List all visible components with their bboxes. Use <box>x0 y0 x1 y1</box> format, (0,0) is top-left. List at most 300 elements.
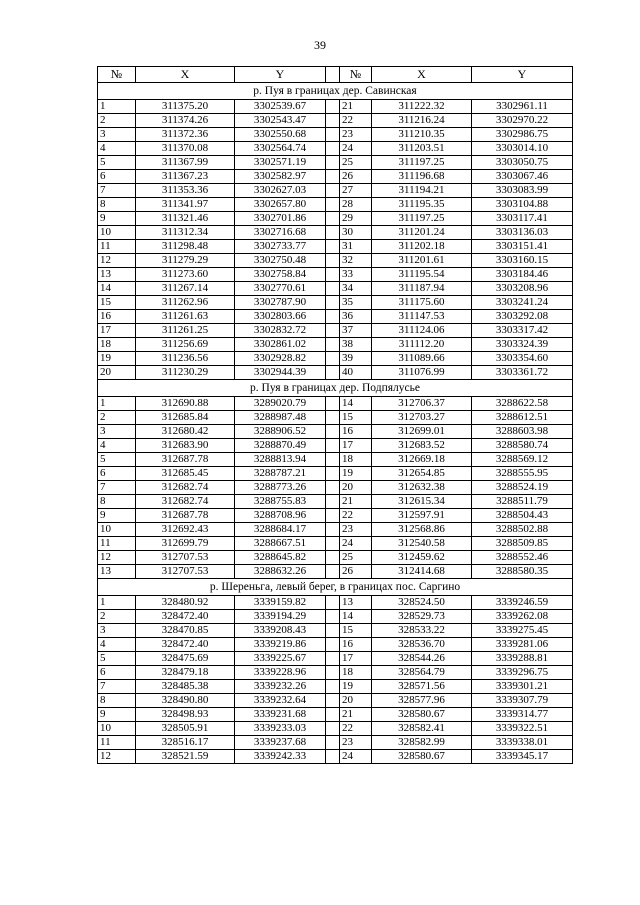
y-right: 3303184.46 <box>472 268 573 282</box>
x-left: 311367.23 <box>136 170 235 184</box>
x-left: 311374.26 <box>136 114 235 128</box>
point-number-left: 5 <box>98 453 136 467</box>
point-number-right: 40 <box>340 366 372 380</box>
point-number-right: 18 <box>340 453 372 467</box>
x-left: 311261.63 <box>136 310 235 324</box>
point-number-right: 34 <box>340 282 372 296</box>
point-number-right: 24 <box>340 537 372 551</box>
section-title-row <box>98 83 573 100</box>
header-x-left: X <box>136 67 235 83</box>
point-number-right: 16 <box>340 638 372 652</box>
point-number-right: 24 <box>340 750 372 764</box>
point-number-left: 10 <box>98 523 136 537</box>
y-left: 3302787.90 <box>235 296 326 310</box>
x-left: 328490.80 <box>136 694 235 708</box>
x-right: 312654.85 <box>372 467 472 481</box>
gap <box>326 184 340 198</box>
gap <box>326 638 340 652</box>
y-left: 3302564.74 <box>235 142 326 156</box>
x-right: 311203.51 <box>372 142 472 156</box>
point-number-right: 20 <box>340 481 372 495</box>
x-left: 328475.69 <box>136 652 235 666</box>
point-number-right: 33 <box>340 268 372 282</box>
table-row <box>98 652 573 666</box>
gap <box>326 338 340 352</box>
table-row <box>98 226 573 240</box>
y-right: 3303361.72 <box>472 366 573 380</box>
point-number-left: 3 <box>98 128 136 142</box>
section-title: р. Шереньга, левый берег, в границах пос. Саргино <box>98 579 573 596</box>
x-left: 311267.14 <box>136 282 235 296</box>
gap <box>326 624 340 638</box>
gap <box>326 680 340 694</box>
table-row <box>98 324 573 338</box>
table-row <box>98 425 573 439</box>
table-row <box>98 100 573 114</box>
header-number-left: № <box>98 67 136 83</box>
point-number-right: 31 <box>340 240 372 254</box>
y-right: 3303324.39 <box>472 338 573 352</box>
y-left: 3302750.48 <box>235 254 326 268</box>
y-left: 3288773.26 <box>235 481 326 495</box>
y-right: 3288580.74 <box>472 439 573 453</box>
point-number-left: 7 <box>98 184 136 198</box>
table-row <box>98 212 573 226</box>
y-right: 3303117.41 <box>472 212 573 226</box>
table-row <box>98 453 573 467</box>
x-right: 312632.38 <box>372 481 472 495</box>
point-number-right: 14 <box>340 397 372 411</box>
point-number-left: 2 <box>98 411 136 425</box>
x-left: 328516.17 <box>136 736 235 750</box>
point-number-right: 29 <box>340 212 372 226</box>
x-left: 312683.90 <box>136 439 235 453</box>
point-number-right: 20 <box>340 694 372 708</box>
x-left: 328472.40 <box>136 638 235 652</box>
gap <box>326 509 340 523</box>
x-left: 328480.92 <box>136 596 235 610</box>
point-number-left: 19 <box>98 352 136 366</box>
gap <box>326 439 340 453</box>
header-row <box>98 67 573 83</box>
table-row <box>98 722 573 736</box>
y-right: 3288555.95 <box>472 467 573 481</box>
y-left: 3339233.03 <box>235 722 326 736</box>
x-right: 311089.66 <box>372 352 472 366</box>
y-right: 3303050.75 <box>472 156 573 170</box>
point-number-right: 25 <box>340 551 372 565</box>
x-left: 328498.93 <box>136 708 235 722</box>
table-row <box>98 495 573 509</box>
gap <box>326 310 340 324</box>
x-right: 312706.37 <box>372 397 472 411</box>
y-right: 3288603.98 <box>472 425 573 439</box>
y-left: 3288632.26 <box>235 565 326 579</box>
x-left: 311372.36 <box>136 128 235 142</box>
point-number-right: 24 <box>340 142 372 156</box>
point-number-right: 38 <box>340 338 372 352</box>
y-left: 3339159.82 <box>235 596 326 610</box>
table-row <box>98 750 573 764</box>
x-right: 312683.52 <box>372 439 472 453</box>
x-left: 312707.53 <box>136 551 235 565</box>
y-left: 3302832.72 <box>235 324 326 338</box>
table-row <box>98 509 573 523</box>
y-left: 3339232.64 <box>235 694 326 708</box>
y-left: 3288708.96 <box>235 509 326 523</box>
point-number-right: 23 <box>340 128 372 142</box>
section-title-row <box>98 579 573 596</box>
point-number-left: 12 <box>98 551 136 565</box>
y-right: 3288511.79 <box>472 495 573 509</box>
point-number-left: 6 <box>98 666 136 680</box>
gap <box>326 722 340 736</box>
y-right: 3288524.19 <box>472 481 573 495</box>
y-left: 3339225.67 <box>235 652 326 666</box>
x-right: 311194.21 <box>372 184 472 198</box>
table-row <box>98 156 573 170</box>
x-right: 328580.67 <box>372 708 472 722</box>
y-left: 3288667.51 <box>235 537 326 551</box>
y-right: 3288552.46 <box>472 551 573 565</box>
y-left: 3288987.48 <box>235 411 326 425</box>
point-number-right: 15 <box>340 624 372 638</box>
point-number-left: 8 <box>98 495 136 509</box>
x-right: 328564.79 <box>372 666 472 680</box>
x-left: 311230.29 <box>136 366 235 380</box>
point-number-right: 21 <box>340 495 372 509</box>
gap <box>326 128 340 142</box>
point-number-right: 36 <box>340 310 372 324</box>
table-row <box>98 680 573 694</box>
x-right: 311195.35 <box>372 198 472 212</box>
x-left: 311256.69 <box>136 338 235 352</box>
y-right: 3288622.58 <box>472 397 573 411</box>
x-right: 311147.53 <box>372 310 472 324</box>
x-left: 311353.36 <box>136 184 235 198</box>
y-right: 3288502.88 <box>472 523 573 537</box>
gap <box>326 750 340 764</box>
gap <box>326 170 340 184</box>
y-right: 3302961.11 <box>472 100 573 114</box>
y-right: 3302970.22 <box>472 114 573 128</box>
point-number-left: 5 <box>98 156 136 170</box>
x-right: 311195.54 <box>372 268 472 282</box>
point-number-left: 2 <box>98 610 136 624</box>
table-row <box>98 254 573 268</box>
gap <box>326 397 340 411</box>
x-left: 311236.56 <box>136 352 235 366</box>
table-row <box>98 694 573 708</box>
point-number-right: 30 <box>340 226 372 240</box>
table-row <box>98 310 573 324</box>
header-gap <box>326 67 340 83</box>
x-right: 311216.24 <box>372 114 472 128</box>
y-right: 3303104.88 <box>472 198 573 212</box>
coordinates-table <box>97 66 573 764</box>
gap <box>326 212 340 226</box>
point-number-right: 16 <box>340 425 372 439</box>
point-number-right: 39 <box>340 352 372 366</box>
x-right: 328580.67 <box>372 750 472 764</box>
gap <box>326 254 340 268</box>
y-right: 3303292.08 <box>472 310 573 324</box>
x-left: 312685.84 <box>136 411 235 425</box>
x-right: 312669.18 <box>372 453 472 467</box>
x-right: 312459.62 <box>372 551 472 565</box>
point-number-right: 26 <box>340 170 372 184</box>
point-number-left: 13 <box>98 565 136 579</box>
x-left: 328470.85 <box>136 624 235 638</box>
y-left: 3339237.68 <box>235 736 326 750</box>
x-right: 311201.61 <box>372 254 472 268</box>
point-number-left: 7 <box>98 680 136 694</box>
y-left: 3302539.67 <box>235 100 326 114</box>
x-right: 312597.91 <box>372 509 472 523</box>
x-right: 311197.25 <box>372 156 472 170</box>
point-number-left: 14 <box>98 282 136 296</box>
table-row <box>98 481 573 495</box>
table-row <box>98 467 573 481</box>
x-left: 328521.59 <box>136 750 235 764</box>
y-left: 3302944.39 <box>235 366 326 380</box>
x-right: 328571.56 <box>372 680 472 694</box>
point-number-left: 20 <box>98 366 136 380</box>
x-right: 311187.94 <box>372 282 472 296</box>
table-row <box>98 282 573 296</box>
y-left: 3302770.61 <box>235 282 326 296</box>
gap <box>326 537 340 551</box>
point-number-right: 22 <box>340 509 372 523</box>
table-row <box>98 624 573 638</box>
y-right: 3303241.24 <box>472 296 573 310</box>
y-right: 3339338.01 <box>472 736 573 750</box>
table-row <box>98 142 573 156</box>
gap <box>326 652 340 666</box>
point-number-left: 5 <box>98 652 136 666</box>
y-right: 3339314.77 <box>472 708 573 722</box>
gap <box>326 226 340 240</box>
table-row <box>98 523 573 537</box>
x-right: 311076.99 <box>372 366 472 380</box>
x-left: 311262.96 <box>136 296 235 310</box>
x-left: 328485.38 <box>136 680 235 694</box>
x-right: 328577.96 <box>372 694 472 708</box>
y-left: 3289020.79 <box>235 397 326 411</box>
x-right: 311124.06 <box>372 324 472 338</box>
gap <box>326 523 340 537</box>
x-right: 311202.18 <box>372 240 472 254</box>
point-number-left: 13 <box>98 268 136 282</box>
y-left: 3302861.02 <box>235 338 326 352</box>
y-right: 3303208.96 <box>472 282 573 296</box>
y-left: 3288684.17 <box>235 523 326 537</box>
header-x-right: X <box>372 67 472 83</box>
x-left: 312687.78 <box>136 509 235 523</box>
gap <box>326 736 340 750</box>
point-number-left: 7 <box>98 481 136 495</box>
y-left: 3302928.82 <box>235 352 326 366</box>
point-number-left: 6 <box>98 467 136 481</box>
table-row <box>98 170 573 184</box>
table-row <box>98 198 573 212</box>
table-row <box>98 184 573 198</box>
y-right: 3339296.75 <box>472 666 573 680</box>
gap <box>326 282 340 296</box>
gap <box>326 453 340 467</box>
point-number-right: 23 <box>340 736 372 750</box>
y-right: 3303067.46 <box>472 170 573 184</box>
point-number-left: 8 <box>98 198 136 212</box>
y-left: 3339228.96 <box>235 666 326 680</box>
y-right: 3339345.17 <box>472 750 573 764</box>
gap <box>326 198 340 212</box>
x-left: 312707.53 <box>136 565 235 579</box>
y-left: 3302733.77 <box>235 240 326 254</box>
x-left: 312690.88 <box>136 397 235 411</box>
point-number-right: 17 <box>340 439 372 453</box>
point-number-left: 1 <box>98 397 136 411</box>
gap <box>326 366 340 380</box>
x-left: 328479.18 <box>136 666 235 680</box>
y-right: 3303151.41 <box>472 240 573 254</box>
point-number-left: 3 <box>98 624 136 638</box>
point-number-left: 16 <box>98 310 136 324</box>
gap <box>326 551 340 565</box>
x-right: 312615.34 <box>372 495 472 509</box>
y-right: 3303354.60 <box>472 352 573 366</box>
gap <box>326 481 340 495</box>
y-left: 3302582.97 <box>235 170 326 184</box>
x-right: 328536.70 <box>372 638 472 652</box>
table-row <box>98 537 573 551</box>
table-row <box>98 352 573 366</box>
point-number-right: 13 <box>340 596 372 610</box>
y-left: 3339194.29 <box>235 610 326 624</box>
y-left: 3302716.68 <box>235 226 326 240</box>
x-right: 311175.60 <box>372 296 472 310</box>
x-right: 311210.35 <box>372 128 472 142</box>
x-right: 311222.32 <box>372 100 472 114</box>
gap <box>326 156 340 170</box>
table-row <box>98 114 573 128</box>
y-right: 3339322.51 <box>472 722 573 736</box>
table-row <box>98 296 573 310</box>
point-number-left: 9 <box>98 509 136 523</box>
y-right: 3303014.10 <box>472 142 573 156</box>
point-number-left: 12 <box>98 254 136 268</box>
y-left: 3288870.49 <box>235 439 326 453</box>
y-right: 3303317.42 <box>472 324 573 338</box>
y-left: 3339231.68 <box>235 708 326 722</box>
point-number-left: 6 <box>98 170 136 184</box>
y-right: 3339288.81 <box>472 652 573 666</box>
header-y-left: Y <box>235 67 326 83</box>
gap <box>326 114 340 128</box>
point-number-left: 11 <box>98 537 136 551</box>
y-right: 3288504.43 <box>472 509 573 523</box>
gap <box>326 268 340 282</box>
y-left: 3302543.47 <box>235 114 326 128</box>
table-body <box>98 83 573 764</box>
point-number-right: 32 <box>340 254 372 268</box>
point-number-right: 21 <box>340 100 372 114</box>
section-title-row <box>98 380 573 397</box>
gap <box>326 324 340 338</box>
y-left: 3302803.66 <box>235 310 326 324</box>
table-row <box>98 268 573 282</box>
y-right: 3339246.59 <box>472 596 573 610</box>
gap <box>326 708 340 722</box>
y-right: 3288612.51 <box>472 411 573 425</box>
x-left: 311273.60 <box>136 268 235 282</box>
x-left: 328472.40 <box>136 610 235 624</box>
header-number-right: № <box>340 67 372 83</box>
y-right: 3339281.06 <box>472 638 573 652</box>
point-number-right: 19 <box>340 467 372 481</box>
gap <box>326 142 340 156</box>
point-number-left: 15 <box>98 296 136 310</box>
x-left: 328505.91 <box>136 722 235 736</box>
y-left: 3339242.33 <box>235 750 326 764</box>
gap <box>326 596 340 610</box>
y-right: 3303083.99 <box>472 184 573 198</box>
point-number-right: 22 <box>340 722 372 736</box>
y-right: 3288569.12 <box>472 453 573 467</box>
x-right: 311197.25 <box>372 212 472 226</box>
y-left: 3302550.68 <box>235 128 326 142</box>
gap <box>326 100 340 114</box>
y-right: 3288580.35 <box>472 565 573 579</box>
x-left: 312692.43 <box>136 523 235 537</box>
table-row <box>98 397 573 411</box>
point-number-right: 35 <box>340 296 372 310</box>
x-left: 311367.99 <box>136 156 235 170</box>
table-row <box>98 666 573 680</box>
x-left: 312682.74 <box>136 495 235 509</box>
gap <box>326 495 340 509</box>
y-right: 3303160.15 <box>472 254 573 268</box>
point-number-right: 21 <box>340 708 372 722</box>
table-row <box>98 551 573 565</box>
point-number-right: 25 <box>340 156 372 170</box>
x-right: 328582.41 <box>372 722 472 736</box>
table-row <box>98 411 573 425</box>
x-right: 312540.58 <box>372 537 472 551</box>
point-number-right: 19 <box>340 680 372 694</box>
x-left: 311312.34 <box>136 226 235 240</box>
table-row <box>98 638 573 652</box>
point-number-right: 18 <box>340 666 372 680</box>
table-row <box>98 565 573 579</box>
y-left: 3339219.86 <box>235 638 326 652</box>
point-number-right: 17 <box>340 652 372 666</box>
table-row <box>98 708 573 722</box>
point-number-left: 17 <box>98 324 136 338</box>
x-right: 311196.68 <box>372 170 472 184</box>
x-right: 328524.50 <box>372 596 472 610</box>
gap <box>326 425 340 439</box>
x-right: 312414.68 <box>372 565 472 579</box>
gap <box>326 240 340 254</box>
y-left: 3288906.52 <box>235 425 326 439</box>
point-number-left: 8 <box>98 694 136 708</box>
table-row <box>98 366 573 380</box>
x-right: 328582.99 <box>372 736 472 750</box>
y-left: 3288813.94 <box>235 453 326 467</box>
gap <box>326 565 340 579</box>
x-left: 312682.74 <box>136 481 235 495</box>
